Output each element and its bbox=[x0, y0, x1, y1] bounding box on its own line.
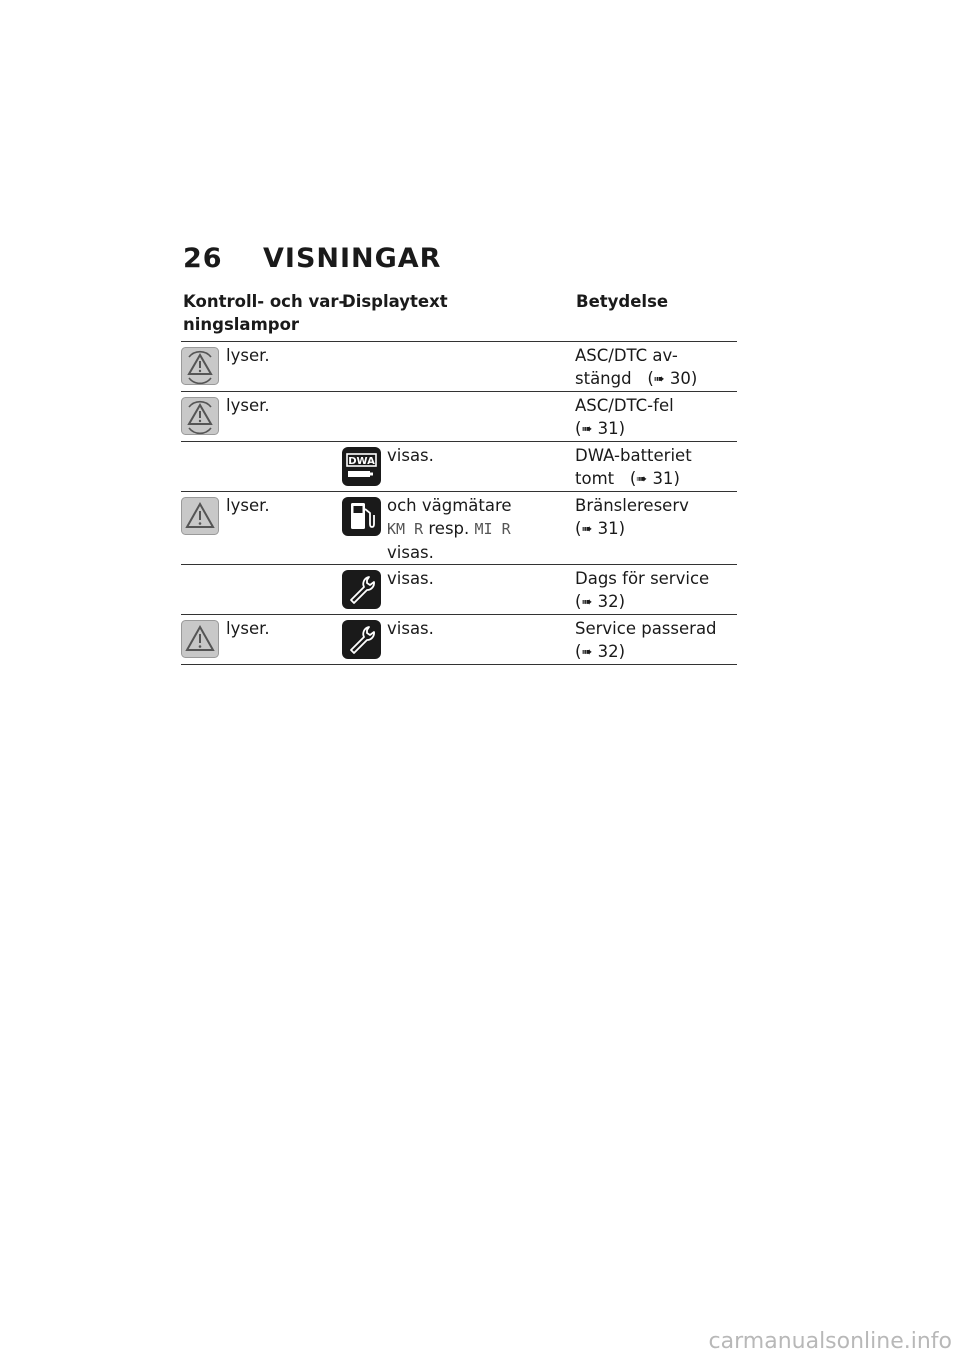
table-row bbox=[181, 392, 737, 442]
reference-arrow-icon: ➠ bbox=[636, 472, 648, 487]
lamp-text: lyser. bbox=[226, 396, 270, 415]
page-reference[interactable]: 32 bbox=[597, 642, 619, 661]
general-warning-icon bbox=[181, 497, 219, 535]
asc-dtc-warning-icon bbox=[181, 397, 219, 435]
fuel-pump-icon bbox=[342, 497, 381, 536]
meaning-text: Bränslereserv (➠ 31) bbox=[575, 492, 737, 541]
column-header-display: Displaytext bbox=[342, 292, 448, 311]
page-reference[interactable]: 31 bbox=[597, 419, 619, 438]
indicator-table bbox=[181, 341, 737, 665]
table-row bbox=[181, 342, 737, 392]
reference-arrow-icon: ➠ bbox=[653, 372, 665, 387]
page-title: VISNINGAR bbox=[263, 243, 442, 274]
meaning-text: ASC/DTC av- stängd (➠ 30) bbox=[575, 342, 737, 391]
lamp-text: lyser. bbox=[226, 496, 270, 515]
display-text: visas. bbox=[387, 619, 434, 638]
reference-arrow-icon: ➠ bbox=[581, 645, 593, 660]
page-reference[interactable]: 31 bbox=[652, 469, 674, 488]
column-header-lamps-line1: Kontroll- och var- bbox=[183, 292, 346, 311]
page-reference[interactable]: 30 bbox=[669, 369, 691, 388]
page-reference[interactable]: 32 bbox=[597, 592, 619, 611]
display-text: visas. bbox=[387, 569, 434, 588]
odometer-km-code: KM R bbox=[387, 520, 424, 538]
wrench-icon bbox=[342, 620, 381, 659]
page-reference[interactable]: 31 bbox=[597, 519, 619, 538]
table-row bbox=[181, 615, 737, 665]
lamp-text: lyser. bbox=[226, 346, 270, 365]
footer-watermark: carmanualsonline.info bbox=[708, 1329, 952, 1354]
column-header-lamps-line2: ningslampor bbox=[183, 315, 300, 334]
reference-arrow-icon: ➠ bbox=[581, 595, 593, 610]
page-header bbox=[183, 243, 441, 274]
meaning-text: Service passerad (➠ 32) bbox=[575, 615, 737, 664]
reference-arrow-icon: ➠ bbox=[581, 422, 593, 437]
display-text: och vägmätare KM R resp. MI R visas. bbox=[387, 496, 512, 562]
table-row bbox=[181, 492, 737, 565]
odometer-mi-code: MI R bbox=[474, 520, 511, 538]
reference-arrow-icon: ➠ bbox=[581, 522, 593, 537]
table-row bbox=[181, 442, 737, 492]
dwa-battery-icon bbox=[342, 447, 381, 486]
wrench-icon bbox=[342, 570, 381, 609]
asc-dtc-warning-icon bbox=[181, 347, 219, 385]
lamp-text: lyser. bbox=[226, 619, 270, 638]
general-warning-icon bbox=[181, 620, 219, 658]
column-header-meaning: Betydelse bbox=[576, 292, 669, 311]
meaning-text: DWA-batteriet tomt (➠ 31) bbox=[575, 442, 737, 491]
meaning-text: Dags för service (➠ 32) bbox=[575, 565, 737, 614]
column-header-lamps bbox=[183, 290, 345, 336]
page-number: 26 bbox=[183, 243, 223, 274]
display-text: visas. bbox=[387, 446, 434, 465]
table-row bbox=[181, 565, 737, 615]
meaning-text: ASC/DTC-fel (➠ 31) bbox=[575, 392, 737, 441]
